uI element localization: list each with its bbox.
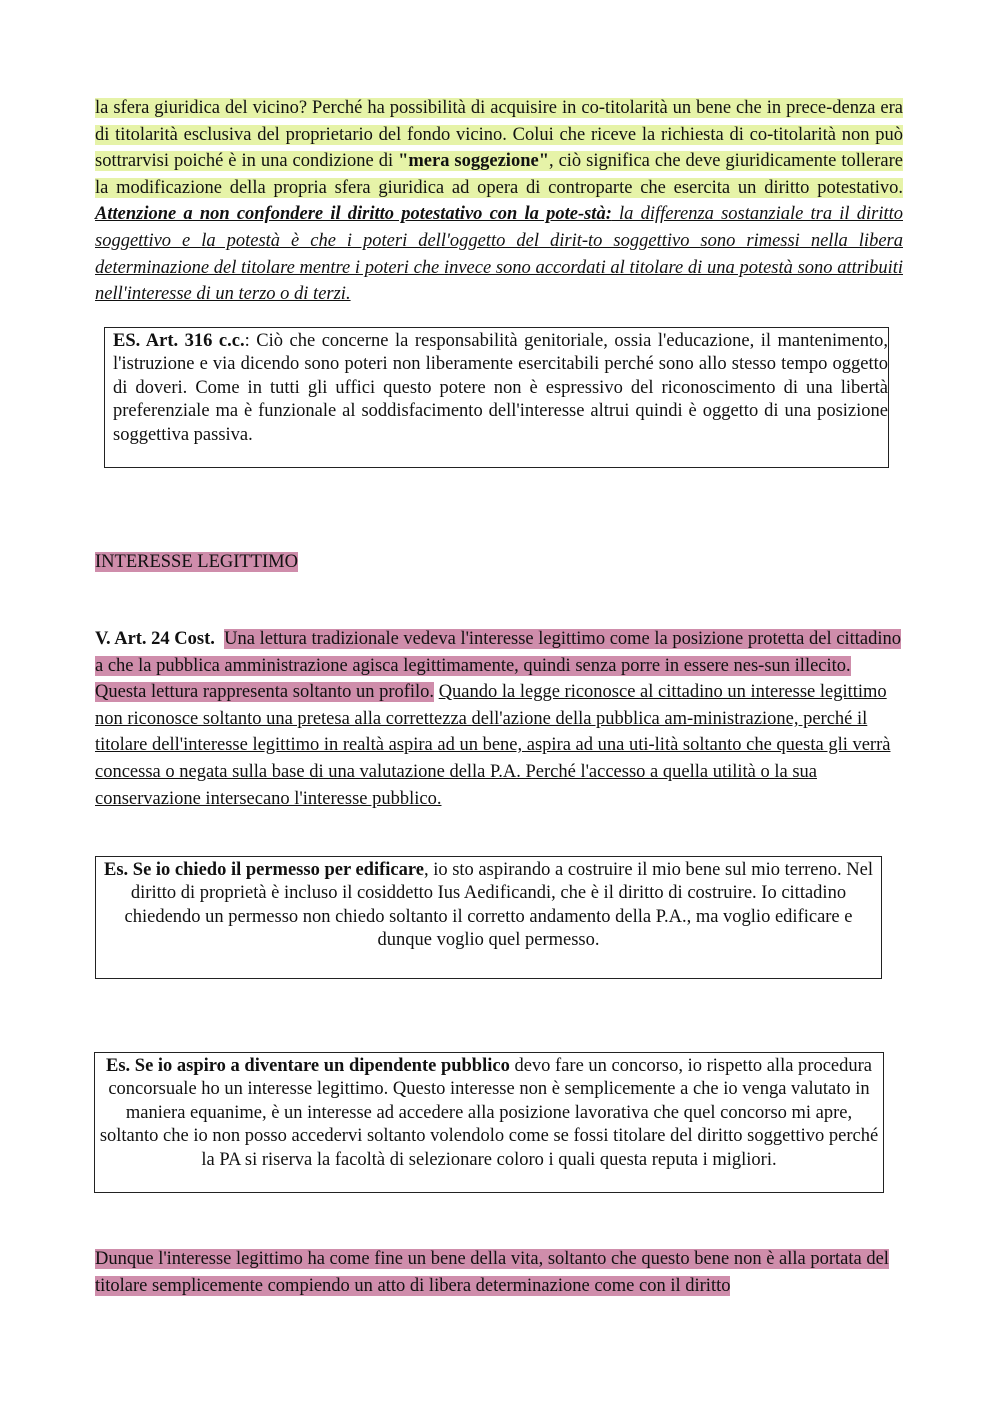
underlined-text: Quando la legge riconosce al cittadino un interesse legittimo non riconosce soltanto una pretesa alla correttezza dell'azione della pubblica am-ministrazione, perché il titolare dell'interesse legittimo in realtà aspira ad un bene, aspira ad una uti-lità soltanto che questa gli verrà concessa o negata sulla base di una valutazione della P.A. Perché l'accesso a quella utilità o la sua conservazione intersecano l'interesse pubblico. [95,682,891,809]
highlight-pink: Dunque l'interesse legittimo ha come fine un bene della vita, soltanto che questo bene non è alla portata del titolare semplicemente compiendo un atto di libera determinazione come con il diritto [95,1249,889,1296]
bold-term: "mera soggezione" [398,151,549,172]
paragraph-potestativo [95,95,903,308]
example-box-art-316 [104,327,889,468]
section-heading [95,549,298,575]
paragraph-interesse-legittimo [95,626,903,812]
gap [215,629,224,649]
article-reference: V. Art. 24 Cost. [95,629,215,649]
box-title: Es. Se io aspiro a diventare un dipendente pubblico [106,1056,510,1076]
box-title: ES. Art. 316 c.c. [113,331,245,351]
italic-explanation: la differenza sostanziale tra il diritto soggettivo e la potestà è che i poteri dell'oggetto del dirit-to soggettivo sono rimessi nella libera determinazione del titolare mentre i poteri che invece sono accordati al titolare di una potestà sono attribuiti nell'interesse di un terzo o di terzi. [95,204,903,305]
heading-text: INTERESSE LEGITTIMO [95,552,298,572]
example-box-concorso [94,1052,884,1193]
paragraph-conclusione [95,1246,903,1299]
box-text: : Ciò che concerne la responsabilità genitoriale, ossia l'educazione, il mantenimento, l'istruzione e via dicendo sono poteri non liberamente esercitabili perché sono allo stesso tempo oggetto di doveri. Come in tutti gli uffici questo potere non è espressivo del riconoscimento di una libertà preferenziale ma è funzionale al soddisfacimento dell'interesse altrui quindi è oggetto di una posizione soggettiva passiva. [113,331,888,445]
highlight-yellow: la sfera giuridica del vicino? Perché ha possibilità di acquisire in co-titolarità un bene che in prece-denza era di titolarità esclusiva del proprietario del fondo vicino. Colui che riceve la richiesta di co-titolarità non può sottrarvisi poiché è in una condizione di [95,98,903,172]
box-title: Es. Se io chiedo il permesso per edificare [104,860,424,880]
highlight-yellow-2: , ciò significa che deve giuridicamente tollerare la modificazione della propria sfera giuridica ad opera di controparte che esercita un diritto potestativo. [95,151,903,198]
bold-italic-warning: Attenzione a non confondere il diritto potestativo con la pote-stà: [95,204,612,225]
example-box-permesso [95,856,882,979]
highlight-pink: Una lettura tradizionale vedeva l'interesse legittimo come la posizione protetta del cittadino a che la pubblica amministrazione agisca legittimamente, quindi senza porre in essere nes-sun illecito. Questa lettura rappresenta soltanto un profilo. [95,629,901,703]
box-text: , io sto aspirando a costruire il mio bene sul mio terreno. Nel diritto di proprietà è incluso il cosiddetto Ius Aedificandi, che è il diritto di costruire. Io cittadino chiedendo un permesso non chiedo soltanto il corretto andamento della P.A., ma voglio edificare e dunque voglio quel permesso. [124,860,873,951]
box-text: devo fare un concorso, io rispetto alla procedura concorsuale ho un interesse legittimo. Questo interesse non è semplicemente a che io venga valutato in maniera equanime, è un interesse ad accedere alla posizione lavorativa che quel concorso mi apre, soltanto che io non posso accedervi soltanto volendolo come se fossi titolare del diritto soggettivo perché la PA si riserva la facoltà di selezionare coloro i quali questa reputa i migliori. [99,1056,879,1170]
